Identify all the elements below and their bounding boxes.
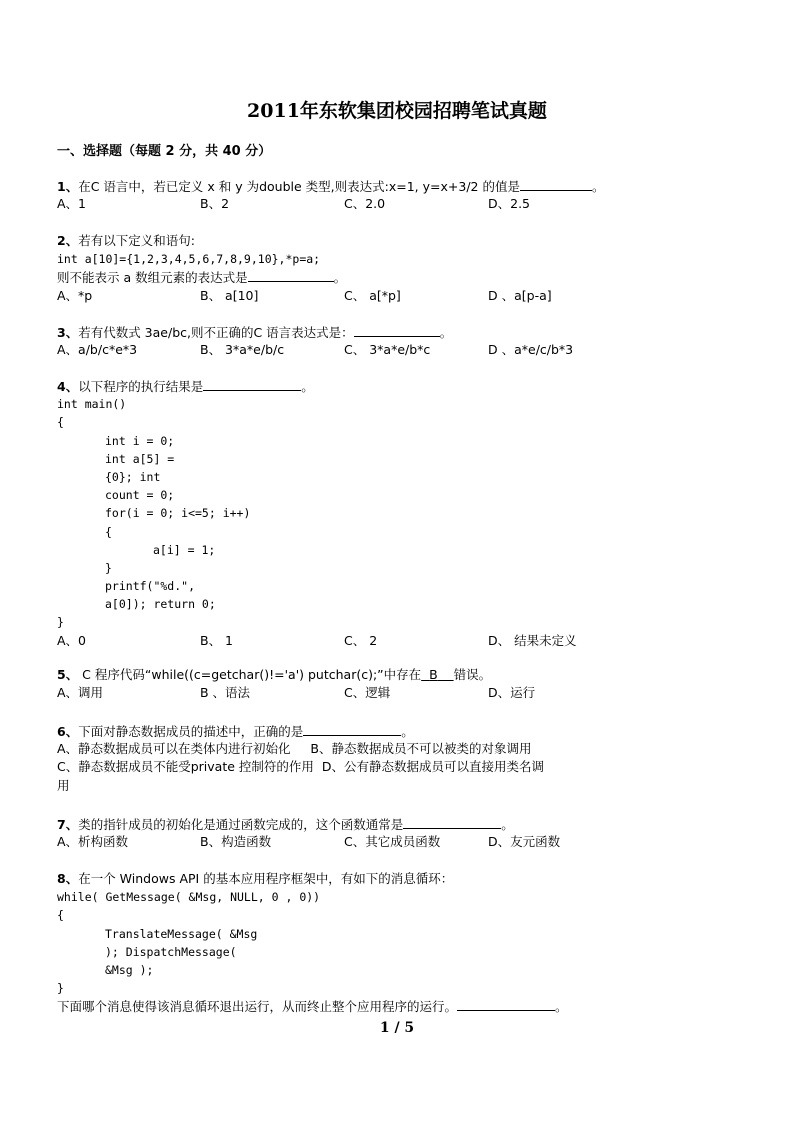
option-c: C、其它成员函数 bbox=[344, 834, 441, 850]
option-a: A、1 bbox=[57, 196, 87, 212]
code-line: { bbox=[57, 415, 64, 430]
option-b: B、构造函数 bbox=[200, 834, 272, 850]
code-line: } bbox=[57, 981, 64, 996]
question-number: 5、 bbox=[57, 667, 79, 682]
options-line: 用 bbox=[57, 777, 70, 793]
question-number: 1、 bbox=[57, 179, 79, 194]
code-line: int main() bbox=[57, 397, 127, 412]
question-text: C 程序代码“while((c=getchar()!='a') putchar(c);”中存在 bbox=[78, 667, 422, 682]
option-b: B、 1 bbox=[200, 632, 234, 648]
options-line: C、静态数据成员不能受private 控制符的作用 D、公有静态数据成员可以直接用类名调 bbox=[57, 759, 544, 775]
page-title: 2011年东软集团校园招聘笔试真题 bbox=[247, 100, 547, 122]
options-row bbox=[57, 684, 536, 702]
code-line: a[i] = 1; bbox=[153, 542, 216, 557]
option-d: D 、a*e/c/b*3 bbox=[488, 342, 574, 358]
code-line: int a[10]={1,2,3,4,5,6,7,8,9,10},*p=a; bbox=[57, 252, 321, 267]
question-text: 下面对静态数据成员的描述中，正确的是 bbox=[78, 724, 304, 739]
code-line: } bbox=[105, 560, 112, 575]
question-text: 类的指针成员的初始化是通过函数完成的，这个函数通常是 bbox=[78, 817, 404, 832]
option-a: A、析构函数 bbox=[57, 834, 129, 850]
answer-blank bbox=[203, 377, 301, 391]
code-line: a[0]); return 0; bbox=[105, 597, 216, 612]
question-text: 若有代数式 3ae/bc,则不正确的C 语言表达式是： bbox=[78, 325, 354, 340]
option-c: C、 2 bbox=[344, 632, 378, 648]
answer-blank bbox=[520, 177, 592, 191]
option-c: C、 3*a*e/b*c bbox=[344, 342, 431, 358]
option-d: D 、a[p-a] bbox=[488, 287, 552, 303]
question-4 bbox=[57, 377, 577, 650]
options-row bbox=[57, 195, 604, 213]
code-line: while( GetMessage( &Msg, NULL, 0 , 0)) bbox=[57, 890, 321, 905]
section-heading: 一、选择题（每题 2 分，共 40 分） bbox=[57, 144, 272, 159]
question-7 bbox=[57, 815, 561, 851]
question-text: 在一个 Windows API 的基本应用程序框架中，有如下的消息循环： bbox=[78, 871, 454, 886]
question-end: 。 bbox=[401, 724, 414, 739]
code-line: {0}; int bbox=[105, 469, 161, 484]
option-a: A、a/b/c*e*3 bbox=[57, 342, 138, 358]
code-line: for(i = 0; i<=5; i++) bbox=[105, 506, 251, 521]
answer-filled bbox=[421, 667, 453, 682]
question-end: 。 bbox=[333, 270, 347, 286]
option-c: C、 a[*p] bbox=[344, 287, 401, 303]
option-d: D、友元函数 bbox=[488, 834, 561, 850]
options-line: A、静态数据成员可以在类体内进行初始化 B、静态数据成员不可以被类的对象调用 bbox=[57, 741, 532, 757]
question-end: 。 bbox=[439, 325, 453, 340]
question-end: 。 bbox=[555, 999, 568, 1015]
question-end: 。 bbox=[591, 179, 605, 194]
question-number: 3、 bbox=[57, 325, 79, 340]
option-c: C、2.0 bbox=[344, 196, 386, 212]
option-d: D、2.5 bbox=[488, 196, 531, 212]
code-line: printf("%d.", bbox=[105, 579, 196, 594]
question-number: 4、 bbox=[57, 379, 79, 394]
option-b: B、2 bbox=[200, 196, 230, 212]
options-row bbox=[57, 341, 574, 359]
options-row bbox=[57, 833, 561, 851]
options-row bbox=[57, 287, 552, 305]
option-d: D、运行 bbox=[488, 685, 536, 701]
answer-blank bbox=[303, 722, 401, 736]
question-number: 6、 bbox=[57, 724, 79, 739]
question-text: 下面哪个消息使得该消息循环退出运行，从而终止整个应用程序的运行。 bbox=[57, 999, 458, 1015]
question-text: 若有以下定义和语句: bbox=[78, 233, 195, 248]
code-line: count = 0; bbox=[105, 488, 175, 503]
question-end: 。 bbox=[501, 817, 514, 832]
question-number: 8、 bbox=[57, 871, 79, 886]
option-b: B、 a[10] bbox=[200, 287, 259, 303]
option-c: C、逻辑 bbox=[344, 685, 391, 701]
answer-blank bbox=[457, 997, 555, 1011]
option-a: A、0 bbox=[57, 632, 87, 648]
question-number: 7、 bbox=[57, 817, 79, 832]
code-line: { bbox=[105, 524, 112, 539]
option-b: B 、语法 bbox=[200, 685, 251, 701]
question-8 bbox=[57, 870, 568, 1016]
question-end: 错误。 bbox=[453, 667, 492, 682]
question-5 bbox=[57, 666, 536, 702]
answer-blank bbox=[354, 323, 440, 337]
code-line: int a[5] = bbox=[105, 451, 175, 466]
question-text: 在C 语言中，若已定义 x 和 y 为double 类型,则表达式:x=1, y=x+3/2 的值是 bbox=[78, 179, 520, 194]
question-3 bbox=[57, 323, 574, 359]
question-end: 。 bbox=[301, 379, 314, 394]
question-2 bbox=[57, 232, 552, 305]
code-line: &Msg ); bbox=[105, 962, 154, 977]
question-number: 2、 bbox=[57, 233, 79, 248]
page-number: 1 / 5 bbox=[379, 1020, 415, 1036]
option-d: D、 结果未定义 bbox=[488, 632, 577, 648]
code-line: ); DispatchMessage( bbox=[105, 944, 237, 959]
answer-value: B bbox=[429, 667, 438, 682]
question-text: 以下程序的执行结果是 bbox=[78, 379, 204, 394]
answer-blank bbox=[248, 268, 334, 282]
option-a: A、*p bbox=[57, 287, 93, 303]
question-1 bbox=[57, 177, 604, 213]
option-a: A、调用 bbox=[57, 685, 104, 701]
code-line: TranslateMessage( &Msg bbox=[105, 926, 258, 941]
question-6 bbox=[57, 722, 544, 795]
option-b: B、 3*a*e/b/c bbox=[200, 342, 285, 358]
code-line: int i = 0; bbox=[105, 433, 175, 448]
options-row bbox=[57, 632, 577, 650]
question-text: 则不能表示 a 数组元素的表达式是 bbox=[57, 270, 248, 286]
answer-blank bbox=[403, 815, 501, 829]
code-line: } bbox=[57, 615, 64, 630]
code-line: { bbox=[57, 908, 64, 923]
